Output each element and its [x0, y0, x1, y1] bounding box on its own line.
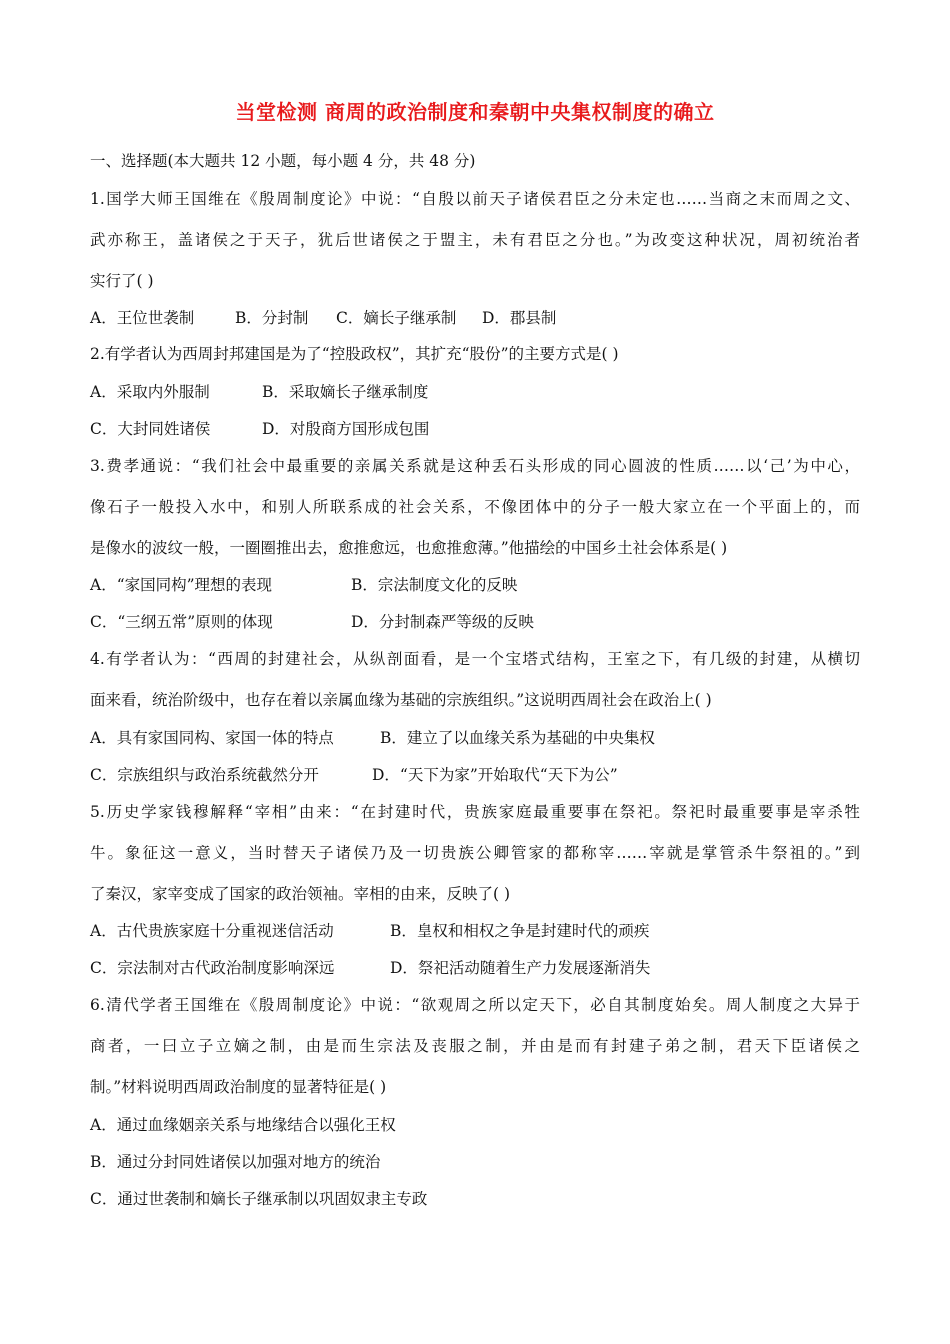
- question-2-option-d[interactable]: D．对殷商方国形成包围: [262, 420, 430, 438]
- question-4-option-c[interactable]: C．宗族组织与政治系统截然分开: [90, 766, 319, 784]
- question-3-option-c[interactable]: C．“三纲五常”原则的体现: [90, 613, 273, 631]
- question-3-line-3: 是像水的波纹一般，一圈圈推出去，愈推愈远，也愈推愈薄。”他描绘的中国乡土社会体系是( ): [90, 539, 728, 557]
- question-5-line-2: 牛。象征这一意义，当时替天子诸侯乃及一切贵族公卿管家的都称宰……宰就是掌管杀牛祭祖的。”到: [90, 844, 860, 862]
- question-5-option-c[interactable]: C．宗法制对古代政治制度影响深远: [90, 959, 335, 977]
- question-1-option-a[interactable]: A．王位世袭制: [90, 309, 195, 327]
- page-title: 当堂检测 商周的政治制度和秦朝中央集权制度的确立: [235, 100, 715, 124]
- question-6-option-a[interactable]: A．通过血缘姻亲关系与地缘结合以强化王权: [90, 1116, 396, 1134]
- question-5-line-1: 5.历史学家钱穆解释“宰相”由来：“在封建时代，贵族家庭最重要事在祭祀。祭祀时最重要事是宰杀牲: [90, 803, 860, 821]
- question-2-line-1: 2.有学者认为西周封邦建国是为了“控股政权”，其扩充“股份”的主要方式是( ): [90, 345, 619, 363]
- question-4-option-a[interactable]: A．具有家国同构、家国一体的特点: [90, 729, 334, 747]
- question-6-line-2: 商者，一曰立子立嫡之制，由是而生宗法及丧服之制，并由是而有封建子弟之制，君天下臣诸侯之: [90, 1037, 860, 1055]
- question-3-option-a[interactable]: A．“家国同构”理想的表现: [90, 576, 273, 594]
- question-2-option-c[interactable]: C．大封同姓诸侯: [90, 420, 211, 438]
- question-6-line-1: 6.清代学者王国维在《殷周制度论》中说：“欲观周之所以定天下，必自其制度始矣。周人制度之大异于: [90, 996, 860, 1014]
- question-1-line-1: 1.国学大师王国维在《殷周制度论》中说：“自殷以前天子诸侯君臣之分未定也……当商之末而周之文、: [90, 190, 860, 208]
- question-2-option-a[interactable]: A．采取内外服制: [90, 383, 210, 401]
- question-1-option-b[interactable]: B．分封制: [235, 309, 309, 327]
- question-6-line-3: 制。”材料说明西周政治制度的显著特征是( ): [90, 1078, 387, 1096]
- question-3-option-d[interactable]: D．分封制森严等级的反映: [351, 613, 534, 631]
- question-3-line-2: 像石子一般投入水中，和别人所联系成的社会关系，不像团体中的分子一般大家立在一个平面上的，而: [90, 498, 860, 516]
- question-1-line-2: 武亦称王，盖诸侯之于天子，犹后世诸侯之于盟主，未有君臣之分也。”为改变这种状况，周初统治者: [90, 231, 860, 249]
- question-3-line-1: 3.费孝通说：“我们社会中最重要的亲属关系就是这种丢石头形成的同心圆波的性质……以‘己’为中心，: [90, 457, 860, 475]
- question-6-option-b[interactable]: B．通过分封同姓诸侯以加强对地方的统治: [90, 1153, 381, 1171]
- question-5-line-3: 了秦汉，家宰变成了国家的政治领袖。宰相的由来，反映了( ): [90, 885, 511, 903]
- question-2-option-b[interactable]: B．采取嫡长子继承制度: [262, 383, 429, 401]
- section-header: 一、选择题(本大题共 12 小题，每小题 4 分，共 48 分): [90, 152, 476, 170]
- question-6-option-c[interactable]: C．通过世袭制和嫡长子继承制以巩固奴隶主专政: [90, 1190, 428, 1208]
- question-4-line-2: 面来看，统治阶级中，也存在着以亲属血缘为基础的宗族组织。”这说明西周社会在政治上( ): [90, 691, 712, 709]
- question-5-option-d[interactable]: D．祭祀活动随着生产力发展逐渐消失: [390, 959, 651, 977]
- question-5-option-a[interactable]: A．古代贵族家庭十分重视迷信活动: [90, 922, 334, 940]
- question-4-option-d[interactable]: D．“天下为家”开始取代“天下为公”: [372, 766, 618, 784]
- question-1-option-c[interactable]: C．嫡长子继承制: [336, 309, 457, 327]
- question-4-line-1: 4.有学者认为：“西周的封建社会，从纵剖面看，是一个宝塔式结构，王室之下，有几级的封建，从横切: [90, 650, 860, 668]
- question-1-line-3: 实行了( ): [90, 272, 154, 290]
- question-5-option-b[interactable]: B．皇权和相权之争是封建时代的顽疾: [390, 922, 650, 940]
- question-4-option-b[interactable]: B．建立了以血缘关系为基础的中央集权: [380, 729, 655, 747]
- question-3-option-b[interactable]: B．宗法制度文化的反映: [351, 576, 518, 594]
- question-1-option-d[interactable]: D．郡县制: [482, 309, 557, 327]
